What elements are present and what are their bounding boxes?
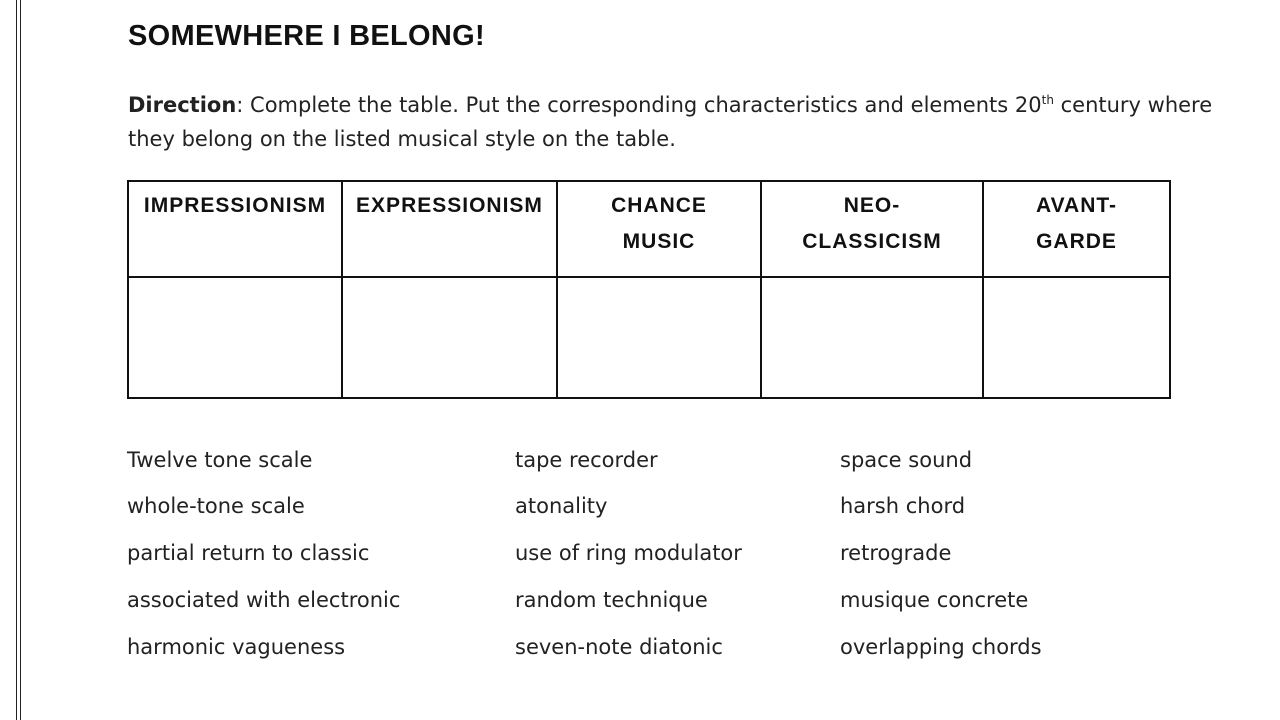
direction-label: Direction [128, 93, 237, 117]
header-line: AVANT- [1035, 194, 1118, 217]
word-bank-item: partial return to classic [127, 541, 370, 565]
header-chance-music [557, 181, 761, 277]
word-bank-item: atonality [515, 494, 608, 518]
table-answer-row [128, 277, 1170, 398]
header-avant-garde [983, 181, 1170, 277]
header-line: NEO- [843, 194, 901, 217]
word-bank-item: associated with electronic [127, 588, 401, 612]
answer-cell-expressionism[interactable] [342, 277, 557, 398]
direction-superscript: th [1041, 93, 1054, 107]
word-bank-item: tape recorder [515, 448, 658, 472]
word-bank-item: harmonic vagueness [127, 635, 346, 659]
answer-cell-chance-music[interactable] [557, 277, 761, 398]
word-bank-item: space sound [840, 448, 973, 472]
word-bank-item: seven-note diatonic [515, 635, 723, 659]
direction-text-part-1: : Complete the table. Put the corresponding characteristics and elements 20 [236, 93, 1042, 117]
word-bank-item: whole-tone scale [127, 494, 305, 518]
word-bank-item: harsh chord [840, 494, 966, 518]
musical-style-table [127, 180, 1171, 399]
page-title: SOMEWHERE I BELONG! [128, 20, 485, 52]
direction-paragraph [128, 88, 1228, 156]
header-neo-classicism [761, 181, 983, 277]
word-bank-item: random technique [515, 588, 708, 612]
answer-cell-neo-classicism[interactable] [761, 277, 983, 398]
page-left-border [16, 0, 21, 720]
header-line: CLASSICISM [802, 230, 942, 253]
word-bank-item: retrograde [840, 541, 952, 565]
word-bank-item: overlapping chords [840, 635, 1042, 659]
direction-text-part-2: century where they belong on the listed musical style on the table. [128, 93, 1213, 151]
header-line: CHANCE [611, 194, 707, 217]
header-line: EXPRESSIONISM [356, 194, 543, 217]
word-bank-item: Twelve tone scale [127, 448, 313, 472]
word-bank-item: use of ring modulator [515, 541, 742, 565]
table-header-row [128, 181, 1170, 277]
header-impressionism [128, 181, 342, 277]
header-expressionism [342, 181, 557, 277]
word-bank-item: musique concrete [840, 588, 1029, 612]
header-line: IMPRESSIONISM [143, 194, 327, 217]
answer-cell-impressionism[interactable] [128, 277, 342, 398]
answer-cell-avant-garde[interactable] [983, 277, 1170, 398]
header-line: GARDE [1036, 230, 1117, 253]
header-line: MUSIC [622, 230, 696, 253]
